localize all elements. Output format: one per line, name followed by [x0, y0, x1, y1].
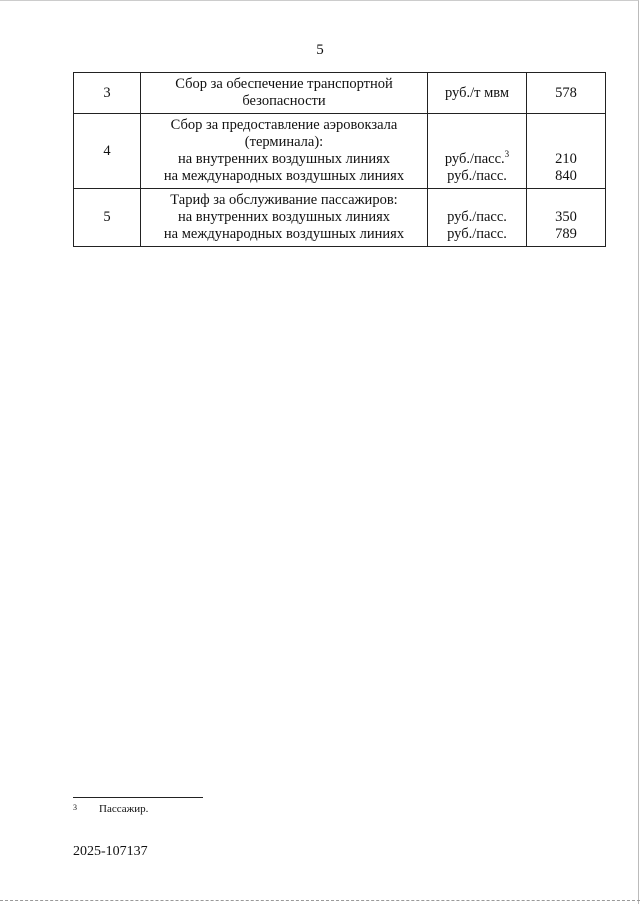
page-number: 5 — [316, 42, 324, 58]
row-sub-line: на внутренних воздушных линиях — [177, 209, 391, 225]
row-unit-line: руб./пасс. — [444, 151, 505, 167]
row-sub-line: на международных воздушных линиях — [163, 168, 405, 184]
document-id: 2025-107137 — [73, 844, 148, 859]
tariff-table — [73, 72, 606, 247]
row-name — [141, 73, 428, 114]
footnote-divider — [73, 797, 203, 798]
row-unit: руб./т мвм — [428, 73, 527, 114]
row-unit-line: руб./пасс. — [447, 226, 507, 242]
row-name-line: Сбор за обеспечение транспортной — [175, 76, 393, 92]
row-name — [141, 189, 428, 247]
row-unit — [428, 189, 527, 247]
row-number: 4 — [74, 114, 141, 189]
row-unit-line: руб./пасс. — [447, 168, 507, 184]
footnote — [73, 803, 148, 815]
row-name-line: (терминала): — [244, 134, 324, 150]
row-value: 578 — [527, 73, 606, 114]
row-value — [527, 114, 606, 189]
row-value-line: 789 — [555, 226, 577, 242]
footnote-text: Пассажир. — [99, 803, 149, 815]
row-value-line: 350 — [555, 209, 577, 225]
row-name-line: безопасности — [242, 93, 326, 109]
row-value — [527, 189, 606, 247]
row-unit-line: руб./пасс. — [447, 209, 507, 225]
row-name — [141, 114, 428, 189]
row-sub-line: на внутренних воздушных линиях — [177, 151, 391, 167]
row-name-line: Тариф за обслуживание пассажиров: — [170, 192, 398, 208]
row-value-line: 840 — [555, 168, 577, 184]
table-row — [74, 189, 606, 247]
row-name-line: Сбор за предоставление аэровокзала — [170, 117, 398, 133]
row-sub-line: на международных воздушных линиях — [163, 226, 405, 242]
row-unit — [428, 114, 527, 189]
page-bottom-edge — [0, 900, 640, 901]
table-row — [74, 114, 606, 189]
table-row — [74, 73, 606, 114]
row-number: 3 — [74, 73, 141, 114]
footnote-ref: 3 — [504, 149, 510, 160]
row-number: 5 — [74, 189, 141, 247]
footnote-mark: 3 — [73, 803, 77, 812]
row-value-line: 210 — [555, 151, 577, 167]
